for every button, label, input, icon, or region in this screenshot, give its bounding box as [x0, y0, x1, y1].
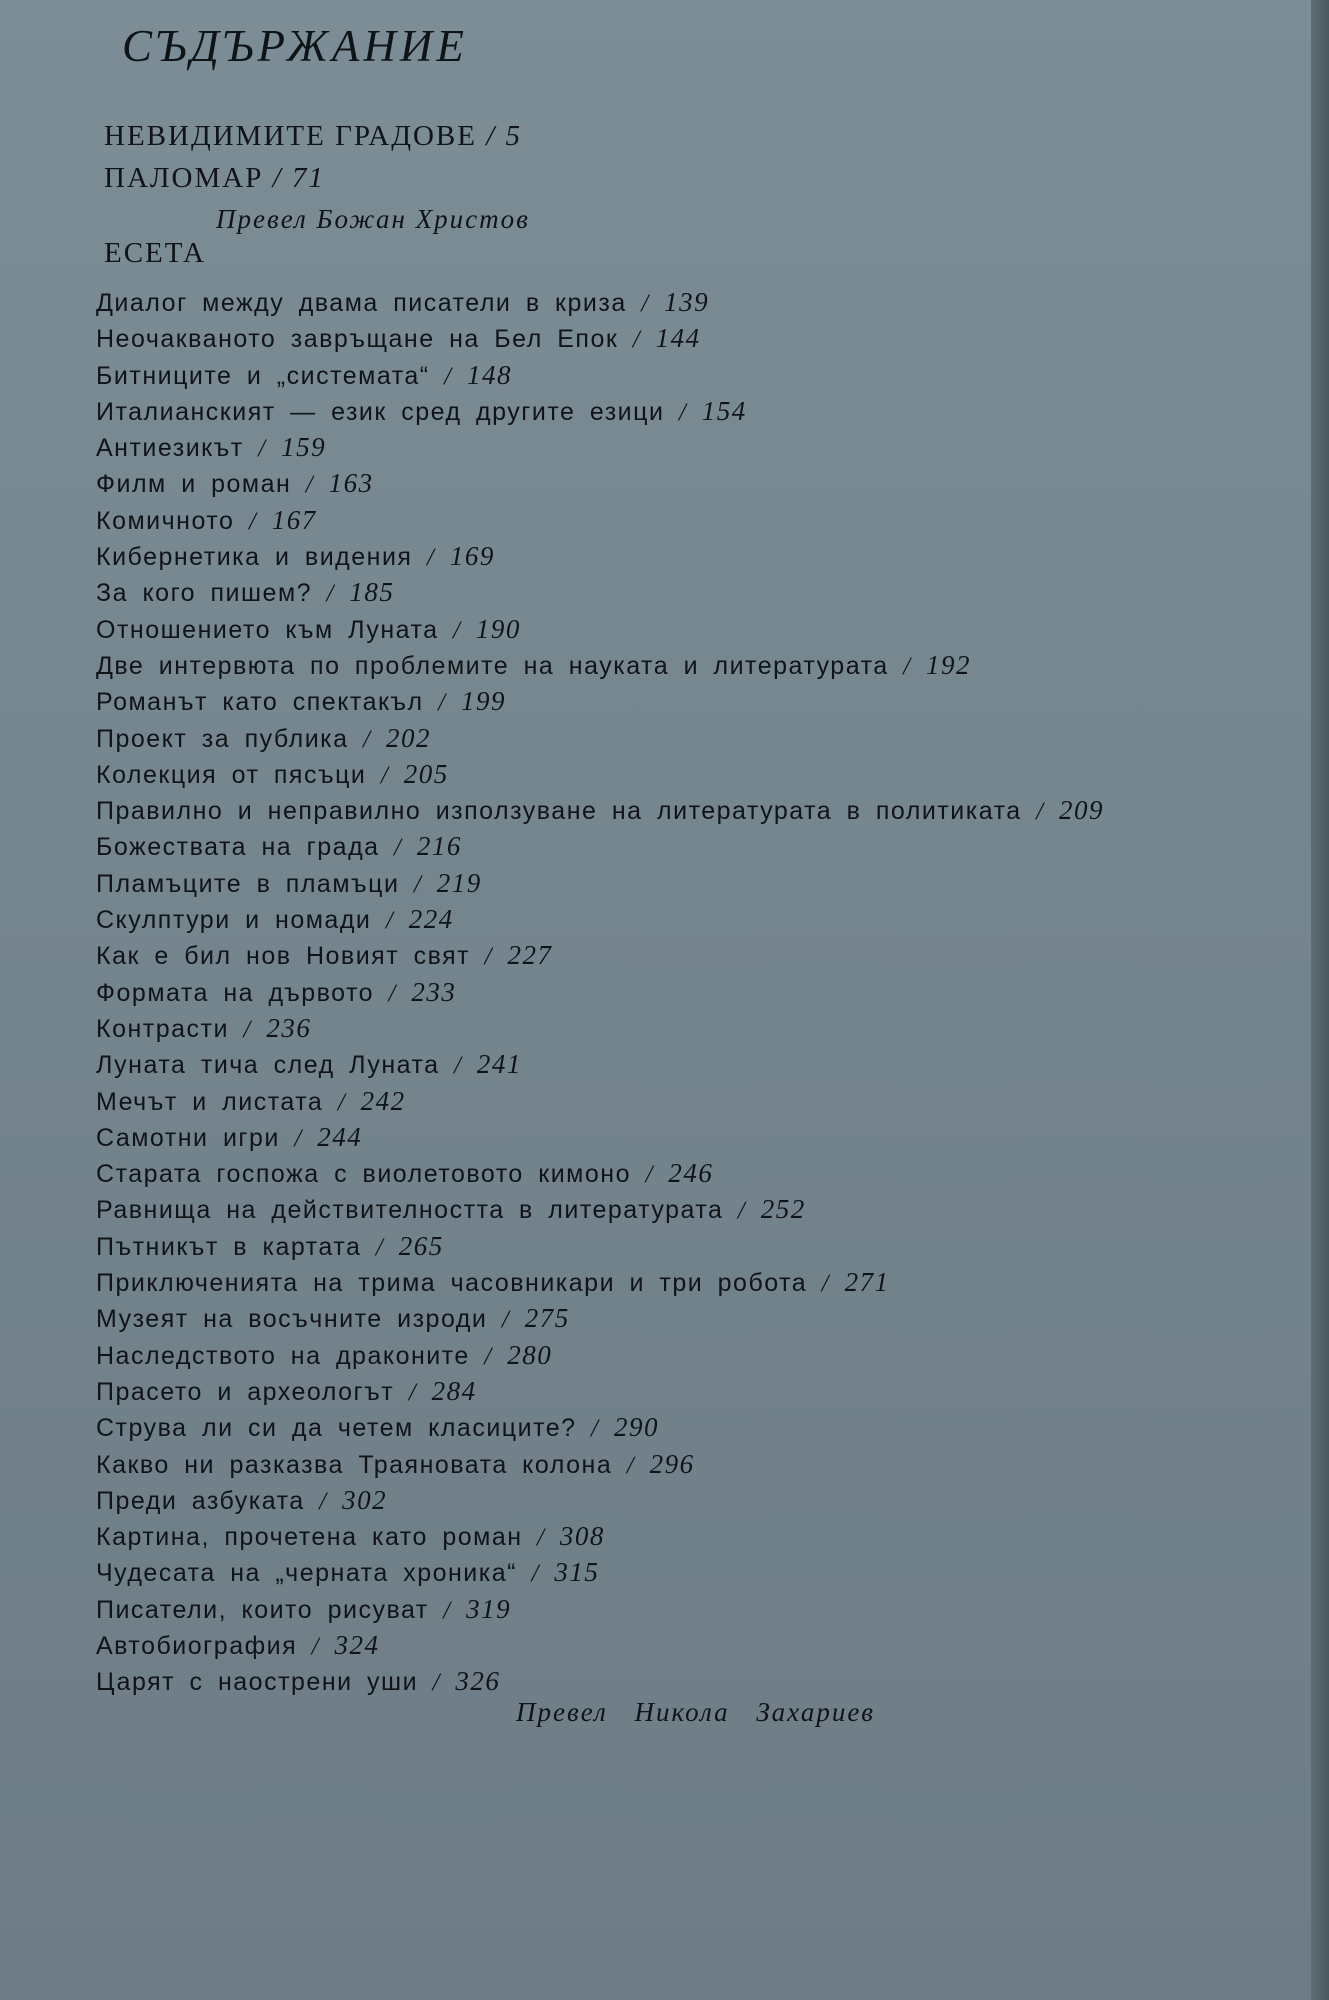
entry-title: Картина, прочетена като роман [96, 1523, 523, 1552]
toc-entry [96, 865, 1104, 901]
toc-entry [96, 1119, 1104, 1155]
toc-entry [96, 1264, 1104, 1300]
entry-page: 271 [844, 1267, 890, 1298]
essays-list [96, 284, 1104, 1700]
separator: / [311, 1632, 321, 1660]
toc-entry [96, 538, 1104, 574]
toc-entry [96, 357, 1104, 393]
entry-title: Диалог между двама писатели в криза [96, 289, 627, 317]
entry-title: Правилно и неправилно използуване на литературата в политиката [96, 797, 1022, 826]
entry-page: 265 [398, 1230, 444, 1261]
entry-title: Прасето и археологът [96, 1377, 395, 1406]
separator: / [486, 120, 497, 152]
separator: / [243, 1015, 252, 1043]
entry-page: 296 [649, 1448, 695, 1479]
entry-page: 169 [449, 541, 495, 572]
toc-entry [96, 284, 1104, 320]
separator: / [678, 398, 688, 426]
toc-entry [96, 1409, 1104, 1445]
entry-title: Мечът и листата [96, 1087, 324, 1116]
separator: / [484, 1342, 493, 1370]
toc-entry [96, 937, 1104, 973]
entry-page: 319 [466, 1593, 512, 1624]
separator: / [444, 362, 453, 390]
separator: / [632, 326, 642, 354]
entry-title: Колекция от пясъци [96, 760, 367, 789]
part-page: 5 [505, 120, 523, 152]
entry-page: 139 [664, 287, 710, 317]
separator: / [326, 580, 335, 608]
entry-title: Пламъците в пламъци [96, 869, 400, 898]
separator: / [591, 1415, 600, 1443]
separator: / [394, 834, 403, 862]
separator: / [380, 761, 390, 789]
entry-title: Формата на дървото [96, 978, 375, 1007]
entry-page: 302 [342, 1484, 388, 1515]
entry-title: За кого пишем? [96, 579, 313, 608]
translator-credit: Превел Божан Христов [216, 204, 530, 234]
entry-page: 252 [760, 1194, 806, 1225]
entry-page: 205 [403, 758, 449, 789]
entry-page: 242 [360, 1085, 406, 1116]
toc-entry [96, 792, 1104, 828]
separator: / [305, 471, 315, 499]
entry-title: Музеят на восъчните изроди [96, 1305, 488, 1334]
entry-title: Филм и роман [96, 470, 292, 499]
toc-entry [96, 901, 1104, 937]
entry-page: 185 [349, 577, 395, 608]
entry-page: 192 [926, 649, 972, 680]
toc-entry [96, 828, 1104, 864]
page-edge-shadow [1311, 0, 1329, 2000]
entry-page: 280 [507, 1339, 553, 1370]
entry-title: Писатели, които рисуват [96, 1595, 429, 1624]
part-title: НЕВИДИМИТЕ ГРАДОВЕ [104, 120, 477, 152]
toc-entry [96, 974, 1104, 1010]
part-page: 71 [291, 162, 325, 194]
entry-page: 224 [408, 904, 454, 935]
separator: / [438, 689, 447, 717]
toc-entry [96, 465, 1104, 501]
toc-entry [96, 1155, 1104, 1191]
entry-page: 284 [431, 1375, 477, 1406]
entry-page: 275 [524, 1303, 570, 1334]
separator: / [337, 1088, 347, 1116]
entry-page: 199 [461, 686, 507, 717]
toc-entry [96, 1373, 1104, 1409]
entry-title: Автобиография [96, 1631, 298, 1660]
separator: / [626, 1451, 636, 1479]
entry-page: 219 [436, 867, 482, 898]
entry-page: 308 [559, 1521, 605, 1552]
entry-title: Преди азбуката [96, 1486, 305, 1515]
essays-heading: ЕСЕТА [104, 237, 206, 269]
separator: / [248, 507, 258, 535]
entry-title: Скулптури и номади [96, 906, 372, 935]
entry-title: Наследството на драконите [96, 1341, 470, 1370]
entry-page: 163 [328, 468, 374, 499]
entry-title: Проект за публика [96, 724, 349, 753]
separator: / [737, 1197, 747, 1225]
entry-title: Царят с наострени уши [96, 1668, 419, 1697]
toc-entry [96, 1337, 1104, 1373]
entry-page: 227 [507, 940, 553, 971]
separator: / [432, 1669, 441, 1697]
separator: / [388, 979, 397, 1007]
separator: / [821, 1270, 831, 1298]
separator: / [258, 435, 267, 463]
entry-title: Отношението към Луната [96, 615, 439, 644]
toc-entry [96, 756, 1104, 792]
toc-entry [96, 1083, 1104, 1119]
entry-page: 326 [455, 1666, 501, 1697]
entry-page: 154 [701, 395, 747, 426]
toc-entry [96, 1046, 1104, 1082]
separator: / [443, 1596, 452, 1624]
separator: / [645, 1161, 654, 1189]
entry-page: 148 [466, 359, 512, 390]
part-title: ПАЛОМАР [104, 162, 264, 194]
toc-entry [96, 1627, 1104, 1663]
toc-entry [96, 1663, 1104, 1699]
entry-title: Чудесата на „черната хроника“ [96, 1559, 517, 1588]
separator: / [536, 1524, 546, 1552]
toc-entry [96, 1591, 1104, 1627]
toc-entry [96, 1554, 1104, 1590]
separator: / [454, 1052, 463, 1080]
toc-entry [96, 1300, 1104, 1336]
toc-entry [96, 320, 1104, 356]
entry-page: 209 [1059, 795, 1104, 826]
separator: / [641, 290, 650, 317]
entry-title: Приключенията на трима часовникари и три робота [96, 1269, 808, 1298]
toc-entry [96, 393, 1104, 429]
entry-page: 246 [668, 1158, 714, 1189]
toc-entry [96, 720, 1104, 756]
entry-title: Какво ни разказва Траяновата колона [96, 1450, 613, 1479]
entry-page: 244 [317, 1121, 363, 1152]
separator: / [484, 943, 493, 971]
entry-title: Старата госпожа с виолетовото кимоно [96, 1160, 631, 1189]
separator: / [1036, 798, 1045, 826]
part-palomar [104, 162, 325, 195]
separator: / [903, 652, 912, 680]
separator: / [453, 616, 462, 644]
entry-page: 202 [385, 722, 431, 753]
entry-title: Две интервюта по проблемите на науката и литературата [96, 651, 889, 680]
entry-title: Антиезикът [96, 434, 244, 463]
translator-credit: Превел Никола Захариев [516, 1697, 876, 1727]
entry-title: Кибернетика и видения [96, 543, 413, 572]
toc-entry [96, 1191, 1104, 1227]
entry-page: 241 [476, 1049, 522, 1080]
separator: / [319, 1487, 328, 1515]
toc-entry [96, 647, 1104, 683]
toc-entry [96, 1010, 1104, 1046]
entry-title: Контрасти [96, 1014, 229, 1043]
entry-page: 324 [334, 1629, 380, 1660]
entry-title: Романът като спектакъл [96, 688, 424, 717]
entry-title: Струва ли си да четем класиците? [96, 1414, 577, 1443]
toc-entry [96, 1482, 1104, 1518]
toc-entry [96, 574, 1104, 610]
toc-entry [96, 1518, 1104, 1554]
entry-page: 190 [475, 613, 521, 644]
entry-page: 159 [281, 432, 327, 463]
entry-title: Битниците и „системата“ [96, 361, 430, 390]
toc-entry [96, 502, 1104, 538]
entry-page: 167 [271, 504, 317, 535]
separator: / [272, 162, 283, 194]
separator: / [426, 544, 436, 572]
entry-page: 144 [655, 323, 701, 354]
entry-title: Италианският — език сред другите езици [96, 397, 665, 426]
toc-entry [96, 1228, 1104, 1264]
toc-entry [96, 611, 1104, 647]
separator: / [413, 870, 423, 898]
entry-page: 233 [411, 976, 457, 1007]
toc-entry [96, 429, 1104, 465]
entry-page: 236 [266, 1012, 312, 1043]
separator: / [408, 1378, 418, 1406]
separator: / [363, 725, 372, 753]
entry-title: Равнища на действителността в литературата [96, 1196, 724, 1225]
separator: / [501, 1306, 511, 1334]
entry-title: Божествата на града [96, 833, 380, 862]
separator: / [294, 1124, 303, 1152]
separator: / [375, 1233, 385, 1261]
entry-title: Луната тича след Луната [96, 1051, 440, 1080]
entry-title: Комичното [96, 506, 235, 535]
entry-page: 216 [416, 831, 462, 862]
part-invisible-cities [104, 120, 522, 153]
page-title: СЪДЪРЖАНИЕ [122, 21, 468, 71]
separator: / [531, 1560, 540, 1588]
separator: / [385, 907, 395, 935]
toc-entry [96, 1446, 1104, 1482]
entry-title: Неочакваното завръщане на Бел Епок [96, 325, 619, 354]
entry-title: Самотни игри [96, 1123, 280, 1152]
entry-title: Как е бил нов Новият свят [96, 942, 471, 971]
entry-title: Пътникът в картата [96, 1232, 362, 1261]
entry-page: 290 [613, 1412, 659, 1443]
toc-entry [96, 683, 1104, 719]
entry-page: 315 [554, 1557, 600, 1588]
